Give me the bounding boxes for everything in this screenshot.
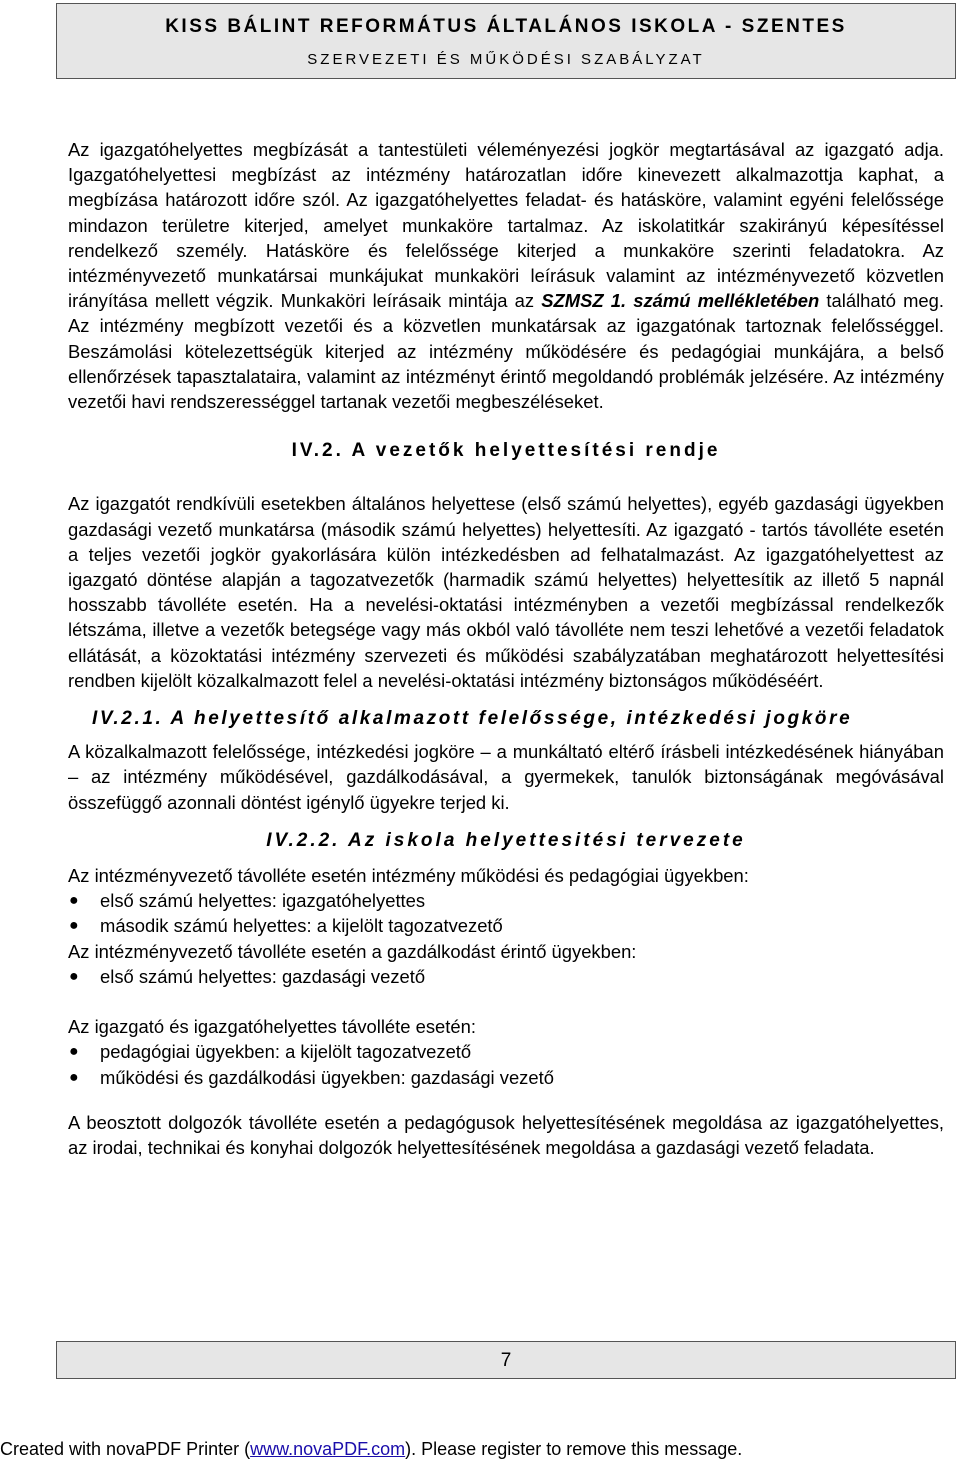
substitution-list-1 bbox=[68, 888, 944, 938]
novapdf-link[interactable]: www.novaPDF.com bbox=[250, 1439, 406, 1459]
subsection-heading-iv21: IV.2.1. A helyettesítő alkalmazott felelőssége, intézkedési jogköre bbox=[92, 708, 853, 730]
document-title: SZERVEZETI ÉS MŰKÖDÉSI SZABÁLYZAT bbox=[307, 51, 705, 68]
paragraph-staff-substitution: A beosztott dolgozók távolléte esetén a pedagógusok helyettesítésének megoldása az igazgatóhelyettes, az irodai, technikai és konyhai dolgozók helyettesítésének megoldása a gazdasági vezető feladata. bbox=[68, 1111, 944, 1158]
bullet-icon: ● bbox=[69, 967, 79, 985]
substitution-list-3 bbox=[68, 1039, 944, 1089]
appendix-reference: SZMSZ 1. számú mellékletében bbox=[541, 290, 820, 312]
substitution-list-2 bbox=[68, 964, 944, 989]
paragraph-responsibility: A közalkalmazott felelőssége, intézkedési jogköre – a munkáltató eltérő írásbeli intézkedésének hiányában – az intézmény működésével, gazdálkodásával, a gyermekek, tanulók biztonságának megóvásával összefüggő azonnali döntést igénylő ügyekre terjed ki. bbox=[68, 741, 944, 813]
novapdf-watermark: Created with novaPDF Printer (www.novaPDF.com). Please register to remove this message. bbox=[0, 1439, 743, 1459]
subsection-heading-iv22: IV.2.2. Az iskola helyettesitési tervezete bbox=[266, 829, 746, 851]
list-item: ● működési és gazdálkodási ügyekben: gazdasági vezető bbox=[68, 1065, 944, 1090]
list-item: ● pedagógiai ügyekben: a kijelölt tagozatvezető bbox=[68, 1039, 944, 1064]
section-heading-iv2: IV.2. A vezetők helyettesítési rendje bbox=[291, 440, 721, 462]
page-header bbox=[56, 3, 956, 79]
list-intro-3: Az igazgató és igazgatóhelyettes távolléte esetén: bbox=[68, 1016, 476, 1038]
list-intro-1: Az intézményvezető távolléte esetén intézmény működési és pedagógiai ügyekben: bbox=[68, 865, 749, 887]
list-item: ● első számú helyettes: gazdasági vezető bbox=[68, 964, 944, 989]
list-intro-2: Az intézményvezető távolléte esetén a gazdálkodást érintő ügyekben: bbox=[68, 940, 637, 962]
page-number: 7 bbox=[500, 1350, 512, 1371]
list-item: ● második számú helyettes: a kijelölt tagozatvezető bbox=[68, 913, 944, 938]
list-item: ● első számú helyettes: igazgatóhelyettes bbox=[68, 888, 944, 913]
paragraph-intro: Az igazgatóhelyettes megbízását a tantestületi véleményezési jogkör megtartásával az igazgató adja. Igazgatóhelyettesi megbízást az intézmény határozatlan időre kinevezett alkalmazottja kaphat, a megbízása határozott időre szól. Az igazgatóhelyettes feladat- és hatásköre, valamint egyéni felelőssége mindazon területre kiterjed, amelyet munkaköre tartalmaz. Az iskolatitkár szakirányú képesítéssel rendelkező személy. Hatásköre és felelőssége kiterjed a munkaköre szerinti feladatokra. Az intézményvezető munkatársai munkájukat munkaköri leírásuk valamint az intézményvezető közvetlen irányítása mellett végzik. Munkaköri leírásaik mintája az SZMSZ 1. számú mellékletében található meg. Az intézmény megbízott vezetői és a közvetlen munkatársak az igazgatónak tartoznak felelősséggel. Beszámolási kötelezettségük kiterjed az intézmény működésére és pedagógiai munkájára, a belső ellenőrzések tapasztalataira, valamint az intézményt érintő megoldandó problémák jelzésére. Az intézmény vezetői havi rendszerességgel tartanak vezetői megbeszéléseket. bbox=[68, 139, 944, 413]
document-body bbox=[68, 137, 944, 1160]
paragraph-substitution: Az igazgatót rendkívüli esetekben általános helyettese (első számú helyettes), egyéb gazdasági ügyekben gazdasági vezető munkatársa (második számú helyettes) helyettesíti. Az igazgató - tartós távolléte esetén a teljes vezetői jogkör gyakorlására külön intézkedésben ad felhatalmazást. Az igazgatóhelyettest az igazgató döntése alapján a tagozatvezetők (harmadik számú helyettes) helyettesítik az illető 5 napnál hosszabb távolléte esetén. Ha a nevelési-oktatási intézményben a vezetői megbízással rendelkezők létszáma, illetve a vezetők betegsége vagy más okból való távolléte nem teszi lehetővé a vezetői feladatok ellátását, a közoktatási intézmény szervezeti és működési szabályzatában meghatározott helyettesítési rendben kijelölt közalkalmazott felel a nevelési-oktatási intézmény biztonságos működéséért. bbox=[68, 493, 944, 691]
bullet-icon: ● bbox=[69, 1043, 79, 1061]
page-footer bbox=[56, 1341, 956, 1379]
bullet-icon: ● bbox=[69, 917, 79, 935]
bullet-icon: ● bbox=[69, 892, 79, 910]
bullet-icon: ● bbox=[69, 1068, 79, 1086]
school-name: KISS BÁLINT REFORMÁTUS ÁLTALÁNOS ISKOLA - SZENTES bbox=[165, 16, 847, 37]
